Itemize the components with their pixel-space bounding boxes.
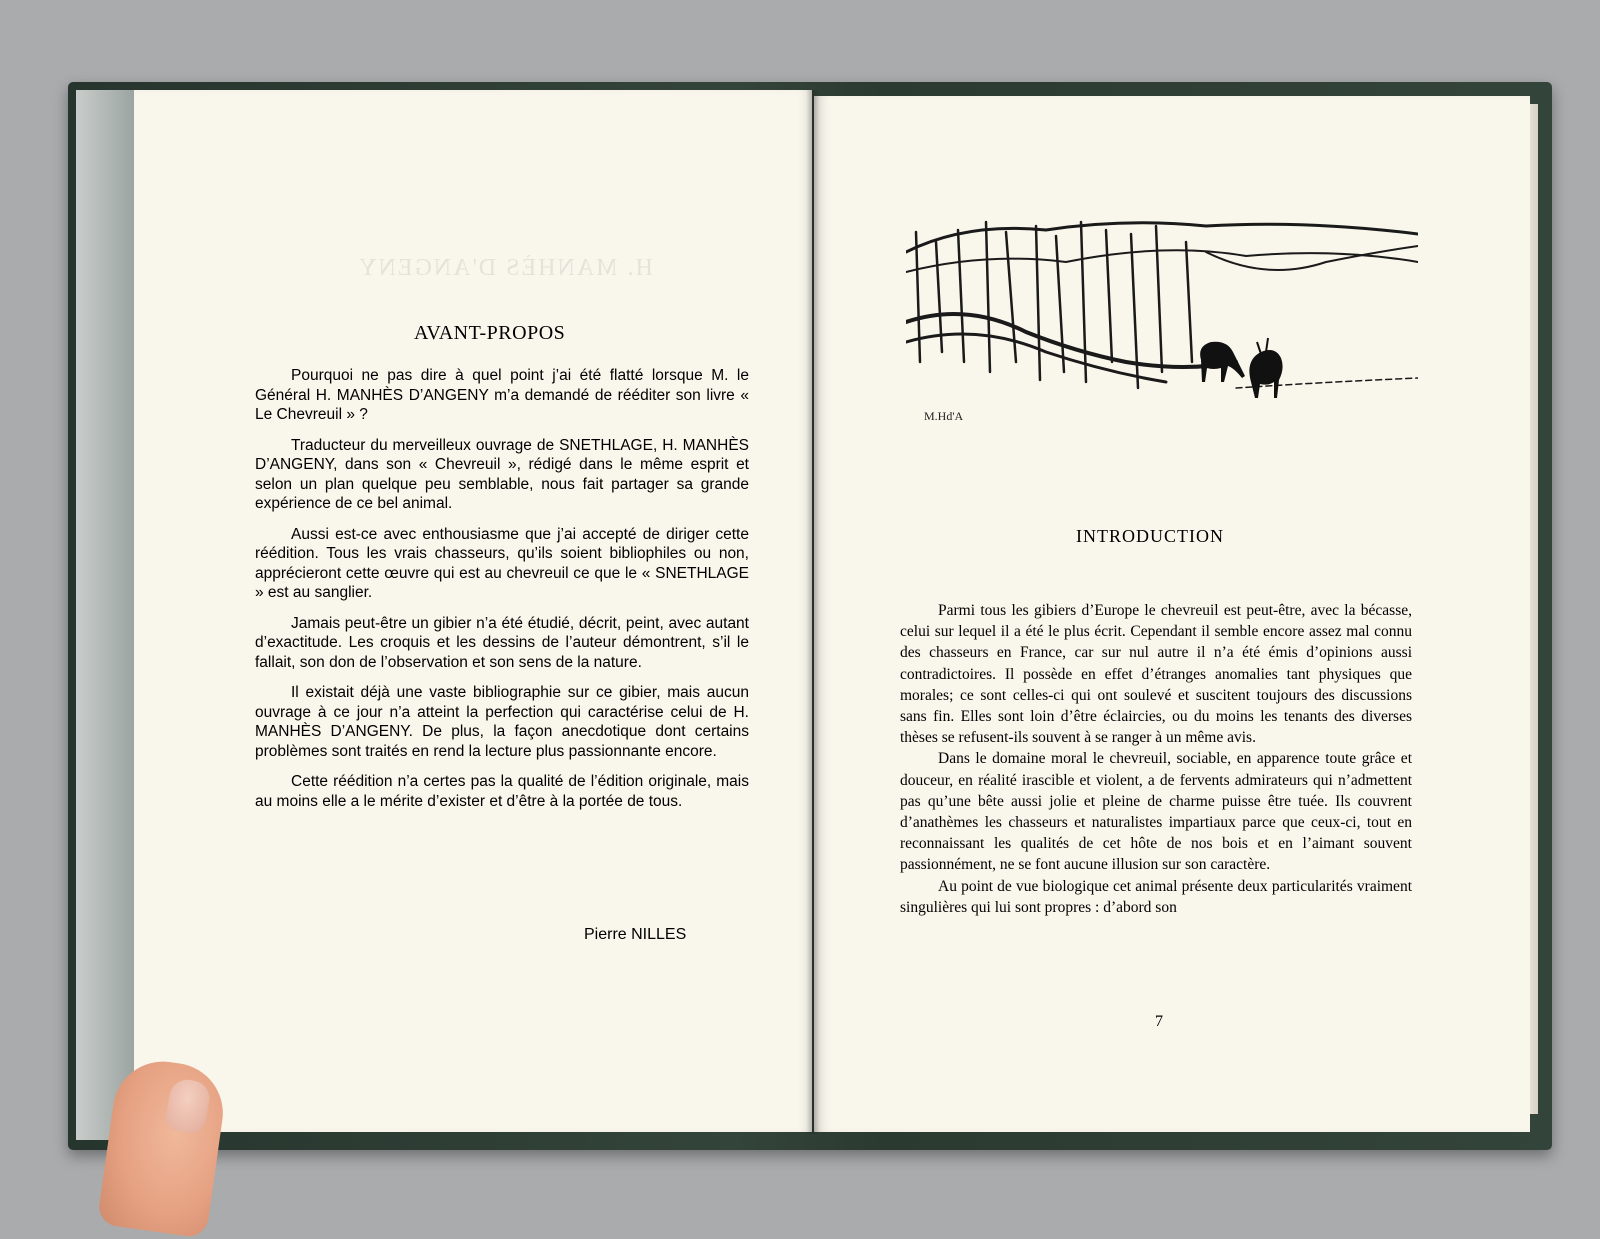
show-through-text: H. MANHÈS D'ANGENY: [357, 255, 653, 281]
paragraph: Aussi est-ce avec enthousiasme que j’ai accepté de diriger cette réédition. Tous les vrais chasseurs, qu’ils soient bibliophiles ou non, apprécieront cette œuvre qui est au chevreuil ce que le « SNETHLAGE » est au sanglier.: [255, 525, 749, 601]
book-gutter: [806, 90, 820, 1134]
paragraph: Traducteur du merveilleux ouvrage de SNETHLAGE, H. MANHÈS D’ANGENY, dans son « Chevreuil », rédigé dans le même esprit et selon un plan quelque peu semblable, nous fait partager sa grande expérience de ce bel animal.: [255, 436, 749, 512]
page-number: 7: [1155, 1013, 1163, 1030]
paragraph: Parmi tous les gibiers d’Europe le chevreuil est peut-être, avec la bécasse, celui sur lequel il a été le plus écrit. Cependant il semble encore assez mal connu des chasseurs en France, car sur nul autre il n’a été émis d’opinions aussi contradictoires. Il possède en effet d’étranges anomalies tant physiques que morales; ce sont celles-ci qui ont soulevé et suscitent toujours des discussions sans fin. Elles sont loin d’être éclaircies, ou du moins les tenants des diverses thèses se refusent-ils souvent à se ranger à un même avis.: [900, 602, 1412, 747]
paragraph: Jamais peut-être un gibier n’a été étudié, décrit, peint, avec autant d’exactitude. Les croquis et les dessins de l’auteur démontrent, s’il le fallait, son don de l’observation et son sens de la nature.: [255, 614, 749, 671]
introduction-body: [900, 600, 1412, 918]
avant-propos-title: AVANT-PROPOS: [414, 322, 566, 344]
author-signature: Pierre NILLES: [584, 926, 687, 943]
avant-propos-body: [255, 366, 749, 822]
introduction-title: INTRODUCTION: [1076, 526, 1224, 546]
deer-illustration: [906, 212, 1418, 430]
paragraph: Dans le domaine moral le chevreuil, sociable, en apparence toute grâce et douceur, en réalité irascible et violent, a de fervents admirateurs qui n’admettent pas qu’une bête aussi jolie et pleine de charme puisse être tuée. Ils couvrent d’anathèmes les chasseurs et naturalistes impartiaux parce que ceux-ci, tout en reconnaissant les qualités de cet hôte de nos bois et en l’aimant souvent passionnément, ne se font aucune illusion sur son caractère.: [900, 750, 1412, 874]
paragraph: Cette réédition n’a certes pas la qualité de l’édition originale, mais au moins elle a le mérite d’exister et d’être à la portée de tous.: [255, 773, 749, 810]
paragraph: Au point de vue biologique cet animal présente deux particularités vraiment singulières qui lui sont propres : d’abord son: [900, 877, 1412, 916]
paragraph: Il existait déjà une vaste bibliographie sur ce gibier, mais aucun ouvrage à ce jour n’a atteint la perfection qui caractérise celui de H. MANHÈS D’ANGENY. De plus, la façon anecdotique dont certains problèmes sont traités en rend la lecture plus passionnante encore.: [255, 684, 749, 760]
paragraph: Pourquoi ne pas dire à quel point j’ai été flatté lorsque M. le Général H. MANHÈS D’ANGENY m’a demandé de rééditer son livre « Le Chevreuil » ?: [255, 367, 749, 423]
illustration-signature: M.Hd'A: [924, 409, 964, 423]
